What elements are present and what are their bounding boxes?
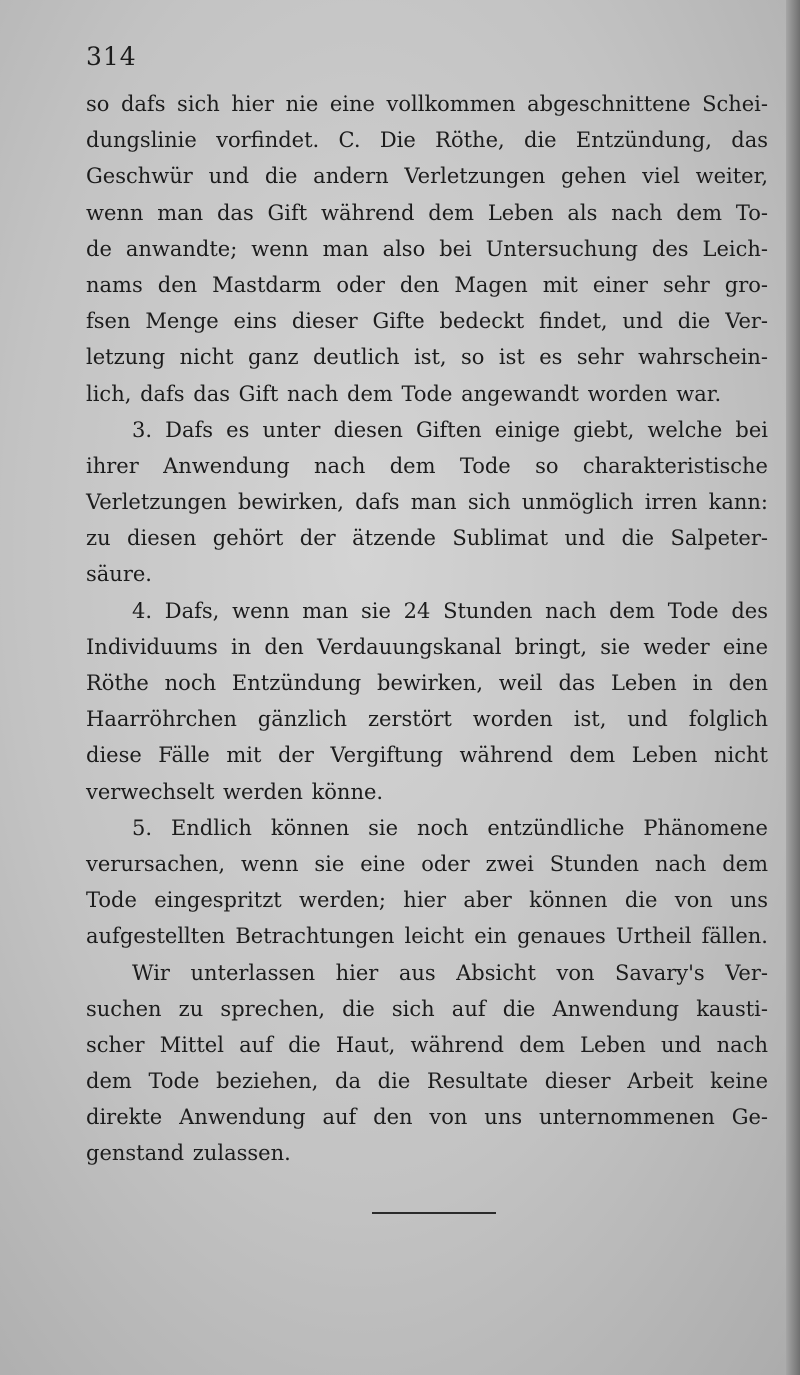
text-line: 3. Dafs es unter diesen Giften einige giebt, welche bei (132, 417, 768, 442)
text-line: zu diesen gehört der ätzende Sublimat und die Salpeter- (86, 526, 768, 551)
text-line: so dafs sich hier nie eine vollkommen abgeschnittene Schei- (86, 92, 768, 116)
text-line: genstand zulassen. (86, 1141, 291, 1166)
text-line: letzung nicht ganz deutlich ist, so ist es sehr wahrschein- (86, 345, 768, 370)
text-line: scher Mittel auf die Haut, während dem Leben und nach (86, 1032, 768, 1057)
text-line: Röthe noch Entzündung bewirken, weil das Leben in den (86, 671, 768, 695)
text-line: aufgestellten Betrachtungen leicht ein genaues Urtheil fällen. (86, 924, 768, 949)
text-line: säure. (86, 562, 152, 587)
text-line: verursachen, wenn sie eine oder zwei Stunden nach dem (86, 851, 768, 876)
text-line: 4. Dafs, wenn man sie 24 Stunden nach dem Tode des (132, 598, 768, 623)
page-edge-shadow (786, 0, 800, 1375)
text-line: ihrer Anwendung nach dem Tode so charakteristische (86, 453, 768, 478)
text-line: diese Fälle mit der Vergiftung während dem Leben nicht (86, 743, 768, 768)
section-separator-rule (372, 1212, 496, 1214)
text-line: Geschwür und die andern Verletzungen gehen viel weiter, (86, 164, 768, 189)
text-line: 5. Endlich können sie noch entzündliche Phänomene (132, 815, 768, 840)
text-line: fsen Menge eins dieser Gifte bedeckt findet, und die Ver- (86, 309, 768, 334)
text-line: Tode eingespritzt werden; hier aber können die von uns (86, 888, 768, 913)
text-line: suchen zu sprechen, die sich auf die Anwendung kausti- (86, 996, 768, 1021)
text-line: Wir unterlassen hier aus Absicht von Savary's Ver- (132, 960, 768, 985)
text-line: Individuums in den Verdauungskanal bringt, sie weder eine (86, 634, 768, 659)
text-line: lich, dafs das Gift nach dem Tode angewandt worden war. (86, 381, 722, 406)
text-line: Haarröhrchen gänzlich zerstört worden ist, und folglich (86, 707, 768, 732)
text-line: direkte Anwendung auf den von uns unternommenen Ge- (86, 1105, 768, 1130)
text-line: dungslinie vorfindet. C. Die Röthe, die Entzündung, das (86, 128, 768, 153)
text-line: dem Tode beziehen, da die Resultate dieser Arbeit keine (86, 1069, 768, 1094)
body-text (86, 86, 768, 1172)
text-line: Verletzungen bewirken, dafs man sich unmöglich irren kann: (86, 490, 768, 515)
text-line: de anwandte; wenn man also bei Untersuchung des Leich- (86, 236, 768, 261)
page-number: 314 (86, 42, 137, 71)
text-line: wenn man das Gift während dem Leben als nach dem To- (86, 200, 768, 225)
text-line: verwechselt werden könne. (86, 779, 384, 804)
text-line: nams den Mastdarm oder den Magen mit einer sehr gro- (86, 272, 768, 297)
